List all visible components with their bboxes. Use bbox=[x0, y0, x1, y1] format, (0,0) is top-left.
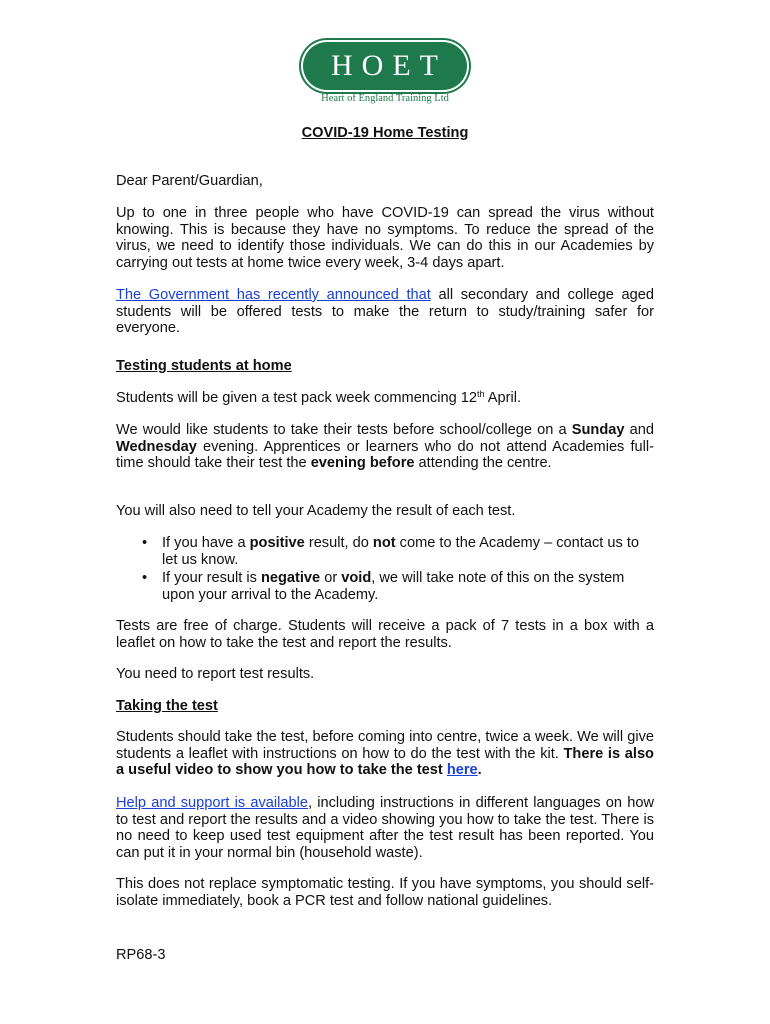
government-paragraph bbox=[116, 287, 654, 337]
period: . bbox=[477, 762, 482, 778]
section-heading-taking-the-test: Taking the test bbox=[116, 698, 218, 714]
help-support-link[interactable]: Help and support is available bbox=[116, 795, 308, 811]
result-instructions-list bbox=[116, 535, 654, 605]
list-text: , we will take note of this on the system upon your arrival to the Academy. bbox=[162, 570, 625, 603]
free-tests-paragraph: Tests are free of charge. Students will receive a pack of 7 tests in a box with a leaflet on how to take the test and report the results. bbox=[116, 618, 654, 651]
bullet-icon: • bbox=[142, 535, 148, 551]
result-void: void bbox=[341, 570, 372, 586]
list-text: If your result is bbox=[162, 570, 261, 586]
taking-test-paragraph bbox=[116, 729, 654, 779]
intro-paragraph: Up to one in three people who have COVID-19 can spread the virus without knowing. This is because they have no symptoms. To reduce the spread of the virus, we need to identify those individuals. We can do this in our Academies by carrying out tests at home twice every week, 3-4 days apart. bbox=[116, 205, 654, 271]
report-result-paragraph: You will also need to tell your Academy the result of each test. bbox=[116, 503, 516, 519]
schedule-day-1: Sunday bbox=[571, 422, 625, 438]
hoet-logo bbox=[303, 42, 467, 106]
taking-test-text: Students should take the test, before coming into centre, twice a week. We will give students a leaflet with instructions on how to do the test with the kit. bbox=[116, 729, 654, 762]
help-support-paragraph bbox=[116, 795, 654, 861]
emphasis-not: not bbox=[372, 535, 396, 551]
video-here-link[interactable]: here bbox=[446, 762, 478, 778]
test-schedule-paragraph bbox=[116, 422, 654, 472]
schedule-evening-before: evening before bbox=[310, 455, 415, 471]
result-positive: positive bbox=[249, 535, 305, 551]
test-pack-paragraph bbox=[116, 390, 654, 407]
salutation: Dear Parent/Guardian, bbox=[116, 173, 263, 189]
document-title: COVID-19 Home Testing bbox=[301, 125, 469, 141]
schedule-text: attending the centre. bbox=[414, 455, 552, 471]
test-pack-text-end: April. bbox=[484, 390, 521, 406]
document-reference: RP68-3 bbox=[116, 947, 166, 963]
government-text: all secondary and college aged students will be offered tests to make the return to study/training safer for everyone. bbox=[116, 287, 654, 336]
ordinal-suffix: th bbox=[476, 389, 485, 399]
schedule-text: and bbox=[624, 422, 654, 438]
video-note: There is also a useful video to show you how to take the test bbox=[116, 745, 654, 778]
list-text: come to the Academy – contact us to let us know. bbox=[162, 535, 639, 568]
government-link[interactable]: The Government has recently announced that bbox=[116, 287, 431, 303]
bullet-icon: • bbox=[142, 570, 148, 586]
report-results-paragraph: You need to report test results. bbox=[116, 666, 315, 682]
list-item bbox=[116, 535, 654, 568]
test-pack-text: Students will be given a test pack week commencing 12 bbox=[116, 390, 477, 406]
symptomatic-testing-paragraph: This does not replace symptomatic testing. If you have symptoms, you should self-isolate immediately, book a PCR test and follow national guidelines. bbox=[116, 876, 654, 909]
schedule-text: We would like students to take their tests before school/college on a bbox=[116, 422, 572, 438]
result-negative: negative bbox=[260, 570, 321, 586]
list-text: If you have a bbox=[162, 535, 250, 551]
help-support-text: , including instructions in different languages on how to test and report the results and a video showing you how to take the test. There is no need to keep used test equipment after the test result has been reported. You can put it in your normal bin (household waste). bbox=[116, 795, 654, 861]
logo-text: HOET bbox=[331, 49, 447, 82]
schedule-day-2: Wednesday bbox=[116, 438, 197, 455]
section-heading-testing-at-home: Testing students at home bbox=[116, 358, 292, 374]
list-item bbox=[116, 570, 654, 603]
list-text: or bbox=[320, 570, 342, 586]
logo-oval bbox=[303, 42, 467, 90]
logo-subtitle: Heart of England Training Ltd bbox=[321, 93, 449, 104]
schedule-text: evening. Apprentices or learners who do not attend Academies full-time should take their test the bbox=[116, 438, 654, 471]
list-text: result, do bbox=[304, 535, 373, 551]
